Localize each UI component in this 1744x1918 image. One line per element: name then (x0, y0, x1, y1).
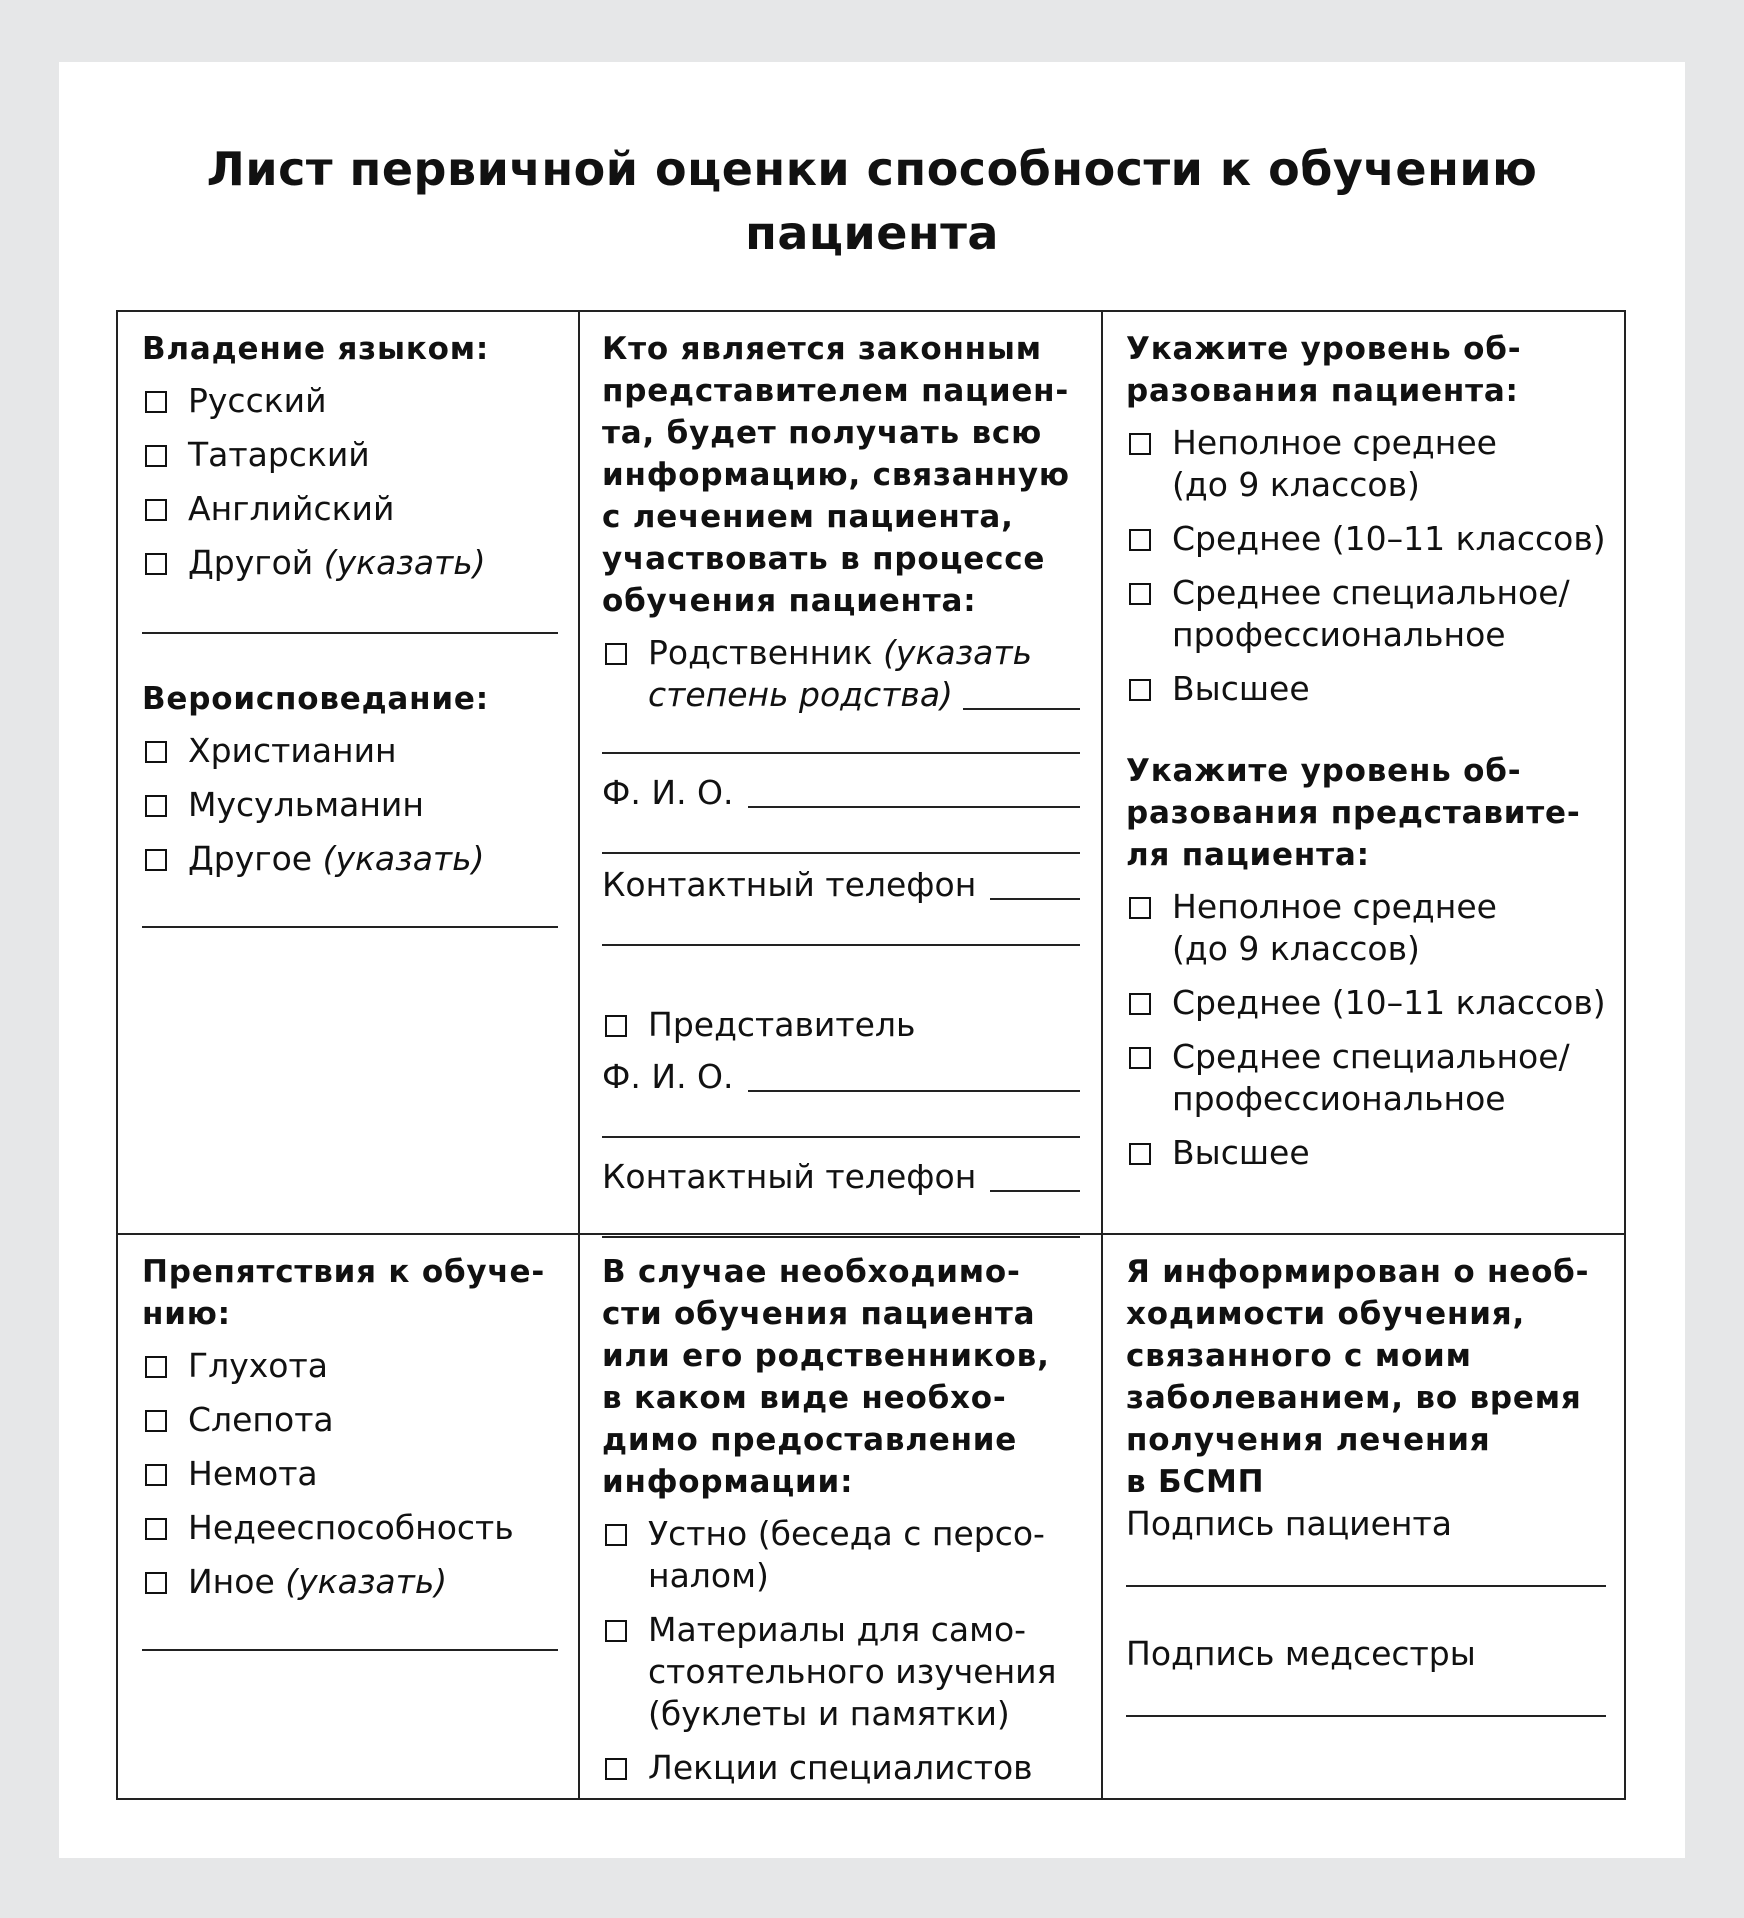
nurse-signature-line[interactable] (1126, 1715, 1606, 1717)
consent-statement: Я информирован о необ- ходимости обучения, связанного с моим заболеванием, во время получения лечения в БСМП (1126, 1254, 1590, 1500)
checkbox[interactable] (145, 445, 167, 467)
relative-fio-field[interactable]: Ф. И. О. (602, 772, 1080, 814)
language-option[interactable]: Русский (142, 380, 558, 422)
barrier-option[interactable]: Слепота (142, 1399, 558, 1441)
checkbox[interactable] (145, 1356, 167, 1378)
column-divider (1101, 312, 1103, 1798)
barrier-other-input-line[interactable] (142, 1649, 558, 1651)
fio-continuation-line[interactable] (602, 1136, 1080, 1138)
checkbox[interactable] (145, 1410, 167, 1432)
relation-continuation-line[interactable] (602, 752, 1080, 754)
patient-signature-line[interactable] (1126, 1585, 1606, 1587)
rep-education-heading: Укажите уровень об- разования представите- ля пациента: (1126, 753, 1581, 873)
language-other-input-line[interactable] (142, 632, 558, 634)
representative-option[interactable]: Представитель (602, 1004, 1080, 1046)
checkbox[interactable] (605, 1524, 627, 1546)
info-format-option[interactable]: Лекции специалистов (602, 1747, 1080, 1789)
relative-option[interactable]: Родственник (указать степень родства) (602, 632, 1080, 716)
barrier-option[interactable]: Недееспособность (142, 1507, 558, 1549)
patient-education-heading: Укажите уровень об- разования пациента: (1126, 331, 1522, 409)
language-religion-cell (142, 328, 558, 928)
language-heading: Владение языком: (142, 331, 490, 367)
phone-input-line[interactable] (990, 1190, 1080, 1192)
fio-continuation-line[interactable] (602, 852, 1080, 854)
info-format-heading: В случае необходимо- сти обучения пациента или его родственников, в каком виде необхо- димо предоставление информации: (602, 1254, 1050, 1500)
info-format-cell (602, 1251, 1080, 1789)
religion-heading: Вероисповедание: (142, 681, 489, 717)
barrier-option-other[interactable]: Иное (указать) (142, 1561, 558, 1603)
checkbox[interactable] (1129, 1143, 1151, 1165)
patient-education-option[interactable]: Среднее специальное/ профессиональное (1126, 572, 1606, 656)
checkbox[interactable] (605, 643, 627, 665)
column-divider (578, 312, 580, 1798)
patient-signature-label: Подпись пациента (1126, 1504, 1452, 1543)
checkbox[interactable] (145, 1572, 167, 1594)
checkbox[interactable] (1129, 433, 1151, 455)
checkbox[interactable] (145, 741, 167, 763)
representative-fio-field[interactable]: Ф. И. О. (602, 1056, 1080, 1098)
language-option-other[interactable]: Другой (указать) (142, 542, 558, 584)
checkbox[interactable] (605, 1620, 627, 1642)
legal-representative-cell (602, 328, 1080, 1238)
form-table (116, 310, 1626, 1800)
education-cell (1126, 328, 1606, 1174)
info-format-option[interactable]: Устно (беседа с персо- налом) (602, 1513, 1080, 1597)
relation-input-line[interactable] (963, 708, 1080, 710)
patient-education-option[interactable]: Неполное среднее (до 9 классов) (1126, 422, 1606, 506)
patient-education-option[interactable]: Высшее (1126, 668, 1606, 710)
checkbox[interactable] (145, 1518, 167, 1540)
checkbox[interactable] (145, 553, 167, 575)
rep-education-option[interactable]: Высшее (1126, 1132, 1606, 1174)
fio-input-line[interactable] (748, 806, 1080, 808)
patient-education-option[interactable]: Среднее (10–11 классов) (1126, 518, 1606, 560)
form-sheet (59, 62, 1685, 1858)
checkbox[interactable] (145, 391, 167, 413)
religion-option[interactable]: Мусульманин (142, 784, 558, 826)
rep-education-option[interactable]: Среднее (10–11 классов) (1126, 982, 1606, 1024)
rep-education-option[interactable]: Неполное среднее (до 9 классов) (1126, 886, 1606, 970)
religion-option[interactable]: Христианин (142, 730, 558, 772)
checkbox[interactable] (1129, 583, 1151, 605)
religion-other-input-line[interactable] (142, 926, 558, 928)
checkbox[interactable] (145, 1464, 167, 1486)
checkbox[interactable] (605, 1015, 627, 1037)
checkbox[interactable] (145, 499, 167, 521)
barrier-option[interactable]: Глухота (142, 1345, 558, 1387)
phone-input-line[interactable] (990, 898, 1080, 900)
relative-phone-field[interactable]: Контактный телефон (602, 864, 1080, 906)
representative-phone-field[interactable]: Контактный телефон (602, 1156, 1080, 1198)
legal-rep-heading: Кто является законным представителем пациен- та, будет получать всю информацию, связанную с лечением пациента, участвовать в процессе обучения пациента: (602, 331, 1070, 619)
religion-option-other[interactable]: Другое (указать) (142, 838, 558, 880)
checkbox[interactable] (1129, 529, 1151, 551)
checkbox[interactable] (605, 1758, 627, 1780)
fio-input-line[interactable] (748, 1090, 1080, 1092)
info-format-option[interactable]: Материалы для само- стоятельного изучения (буклеты и памятки) (602, 1609, 1080, 1735)
consent-cell (1126, 1251, 1606, 1717)
checkbox[interactable] (145, 849, 167, 871)
barriers-cell (142, 1251, 558, 1651)
checkbox[interactable] (145, 795, 167, 817)
checkbox[interactable] (1129, 897, 1151, 919)
barriers-heading: Препятствия к обуче- нию: (142, 1254, 545, 1332)
rep-education-option[interactable]: Среднее специальное/ профессиональное (1126, 1036, 1606, 1120)
nurse-signature-label: Подпись медсестры (1126, 1634, 1476, 1673)
language-option[interactable]: Татарский (142, 434, 558, 476)
phone-continuation-line[interactable] (602, 1236, 1080, 1238)
checkbox[interactable] (1129, 679, 1151, 701)
language-option[interactable]: Английский (142, 488, 558, 530)
checkbox[interactable] (1129, 1047, 1151, 1069)
phone-continuation-line[interactable] (602, 944, 1080, 946)
barrier-option[interactable]: Немота (142, 1453, 558, 1495)
form-title: Лист первичной оценки способности к обучению пациента (206, 142, 1538, 260)
checkbox[interactable] (1129, 993, 1151, 1015)
